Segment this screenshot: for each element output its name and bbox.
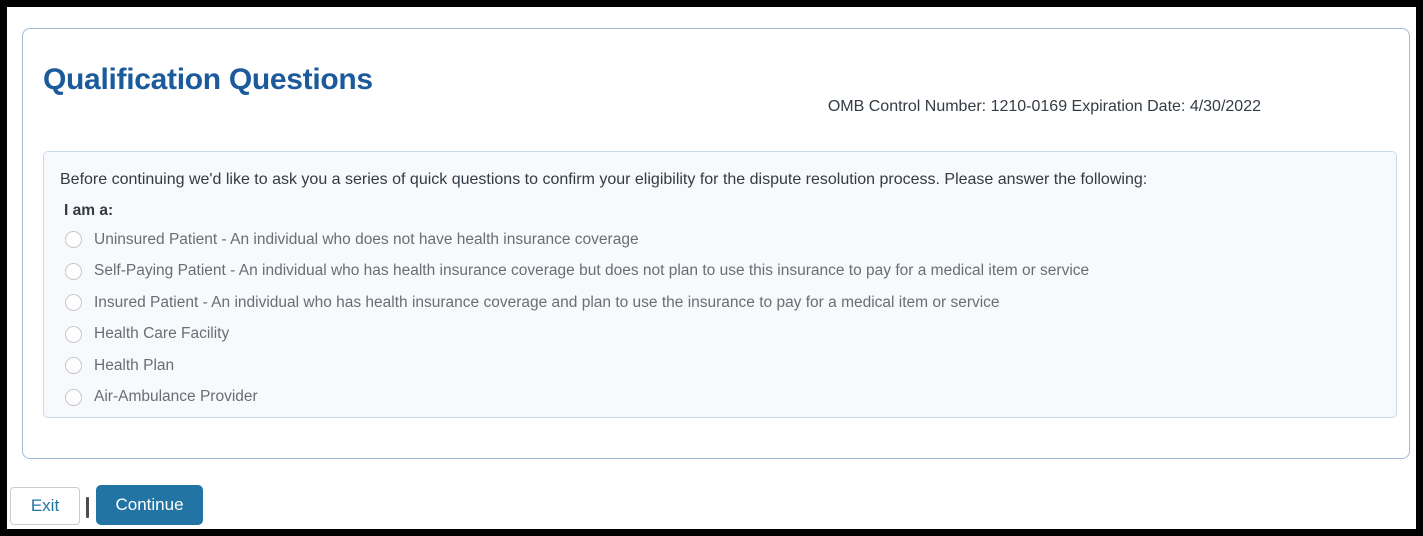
options-list xyxy=(60,224,1380,413)
radio-button-icon[interactable] xyxy=(65,357,82,374)
intro-text: Before continuing we'd like to ask you a series of quick questions to confirm your eligibility for the dispute resolution process. Please answer the following: xyxy=(60,171,1148,188)
button-separator xyxy=(86,497,89,518)
radio-option-label: Health Care Facility xyxy=(94,325,230,343)
prompt-label: I am a: xyxy=(64,202,114,219)
radio-button-icon[interactable] xyxy=(65,231,82,248)
radio-button-icon[interactable] xyxy=(65,389,82,406)
radio-option-health-plan[interactable] xyxy=(65,350,1380,382)
continue-button[interactable]: Continue xyxy=(96,485,203,525)
exit-button[interactable]: Exit xyxy=(10,487,80,525)
radio-option-insured-patient[interactable] xyxy=(65,287,1380,319)
radio-button-icon[interactable] xyxy=(65,326,82,343)
radio-button-icon[interactable] xyxy=(65,294,82,311)
radio-option-label: Health Plan xyxy=(94,356,175,374)
page-title: Qualification Questions xyxy=(43,63,373,97)
radio-option-label: Insured Patient - An individual who has health insurance coverage and plan to use the insurance to pay for a medical item or service xyxy=(94,293,1000,311)
radio-option-label: Air-Ambulance Provider xyxy=(94,388,258,406)
question-panel xyxy=(43,151,1397,418)
radio-option-health-care-facility[interactable] xyxy=(65,319,1380,351)
omb-control-number: OMB Control Number: 1210-0169 Expiration Date: 4/30/2022 xyxy=(827,98,1261,115)
radio-option-air-ambulance-provider[interactable] xyxy=(65,382,1380,414)
radio-option-label: Uninsured Patient - An individual who does not have health insurance coverage xyxy=(94,230,639,248)
radio-option-uninsured-patient[interactable] xyxy=(65,224,1380,256)
radio-option-self-paying-patient[interactable] xyxy=(65,256,1380,288)
radio-option-label: Self-Paying Patient - An individual who has health insurance coverage but does not plan to use this insurance to pay for a medical item or service xyxy=(94,262,1090,280)
qualification-card xyxy=(22,28,1410,459)
radio-button-icon[interactable] xyxy=(65,263,82,280)
